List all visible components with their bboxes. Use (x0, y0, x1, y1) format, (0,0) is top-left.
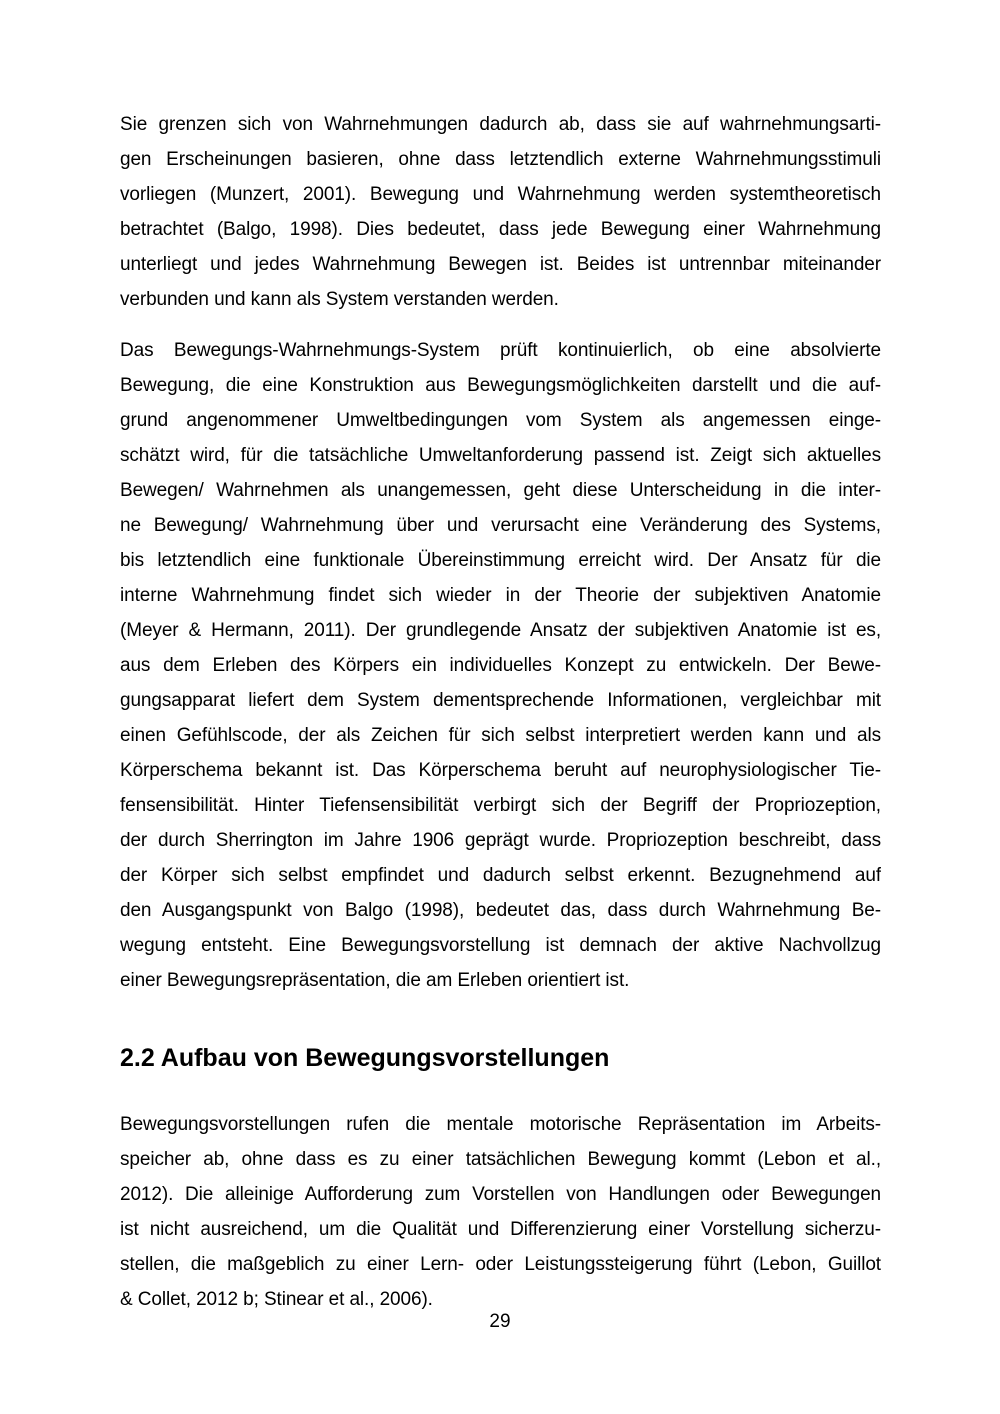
text-line: den Ausgangspunkt von Balgo (1998), bedeutet das, dass durch Wahrnehmung Be- (120, 900, 881, 921)
text-line: (Meyer & Hermann, 2011). Der grundlegende Ansatz der subjektiven Anatomie ist es, (120, 620, 881, 641)
text-line: verbunden und kann als System verstanden werden. (120, 289, 559, 310)
text-line: & Collet, 2012 b; Stinear et al., 2006). (120, 1289, 433, 1310)
text-line: Körperschema bekannt ist. Das Körperschema beruht auf neurophysiologischer Tie- (120, 760, 881, 781)
text-line: vorliegen (Munzert, 2001). Bewegung und Wahrnehmung werden systemtheoretisch (120, 184, 881, 205)
text-line: der Körper sich selbst empfindet und dadurch selbst erkennt. Bezugnehmend auf (120, 865, 881, 886)
text-line: fensensibilität. Hinter Tiefensensibilität verbirgt sich der Begriff der Propriozeption, (120, 795, 881, 816)
text-line: ist nicht ausreichend, um die Qualität und Differenzierung einer Vorstellung sicherzu- (120, 1219, 881, 1240)
text-line: Sie grenzen sich von Wahrnehmungen dadurch ab, dass sie auf wahrnehmungsarti- (120, 114, 881, 135)
text-line: betrachtet (Balgo, 1998). Dies bedeutet, dass jede Bewegung einer Wahrnehmung (120, 219, 881, 240)
section-heading: 2.2 Aufbau von Bewegungsvorstellungen (120, 1044, 610, 1072)
text-line: wegung entsteht. Eine Bewegungsvorstellung ist demnach der aktive Nachvollzug (120, 935, 881, 956)
text-line: bis letztendlich eine funktionale Übereinstimmung erreicht wird. Der Ansatz für die (120, 550, 881, 571)
paragraph-1 (120, 107, 881, 317)
text-line: schätzt wird, für die tatsächliche Umweltanforderung passend ist. Zeigt sich aktuelles (120, 445, 881, 466)
text-line: der durch Sherrington im Jahre 1906 geprägt wurde. Propriozeption beschreibt, dass (120, 830, 881, 851)
paragraph-2 (120, 333, 881, 998)
text-line: einen Gefühlscode, der als Zeichen für sich selbst interpretiert werden kann und als (120, 725, 881, 746)
paragraph-3 (120, 1107, 881, 1317)
text-line: aus dem Erleben des Körpers ein individuelles Konzept zu entwickeln. Der Bewe- (120, 655, 881, 676)
text-line: 2012). Die alleinige Aufforderung zum Vorstellen von Handlungen oder Bewegungen (120, 1184, 881, 1205)
text-line: grund angenommener Umweltbedingungen vom System als angemessen einge- (120, 410, 881, 431)
text-line: speicher ab, ohne dass es zu einer tatsächlichen Bewegung kommt (Lebon et al., (120, 1149, 881, 1170)
page-number: 29 (489, 1311, 511, 1332)
text-line: Das Bewegungs-Wahrnehmungs-System prüft kontinuierlich, ob eine absolvierte (120, 340, 881, 361)
body-text (120, 107, 881, 1317)
text-line: Bewegen/ Wahrnehmen als unangemessen, geht diese Unterscheidung in die inter- (120, 480, 881, 501)
text-line: Bewegungsvorstellungen rufen die mentale motorische Repräsentation im Arbeits- (120, 1114, 881, 1135)
text-line: ne Bewegung/ Wahrnehmung über und verursacht eine Veränderung des Systems, (120, 515, 881, 536)
text-line: interne Wahrnehmung findet sich wieder in der Theorie der subjektiven Anatomie (120, 585, 881, 606)
text-line: gen Erscheinungen basieren, ohne dass letztendlich externe Wahrnehmungsstimuli (120, 149, 881, 170)
text-line: stellen, die maßgeblich zu einer Lern- oder Leistungssteigerung führt (Lebon, Guillot (120, 1254, 881, 1275)
text-line: einer Bewegungsrepräsentation, die am Erleben orientiert ist. (120, 970, 630, 991)
text-line: Bewegung, die eine Konstruktion aus Bewegungsmöglichkeiten darstellt und die auf- (120, 375, 881, 396)
text-line: gungsapparat liefert dem System dementsprechende Informationen, vergleichbar mit (120, 690, 881, 711)
text-line: unterliegt und jedes Wahrnehmung Bewegen ist. Beides ist untrennbar miteinander (120, 254, 881, 275)
